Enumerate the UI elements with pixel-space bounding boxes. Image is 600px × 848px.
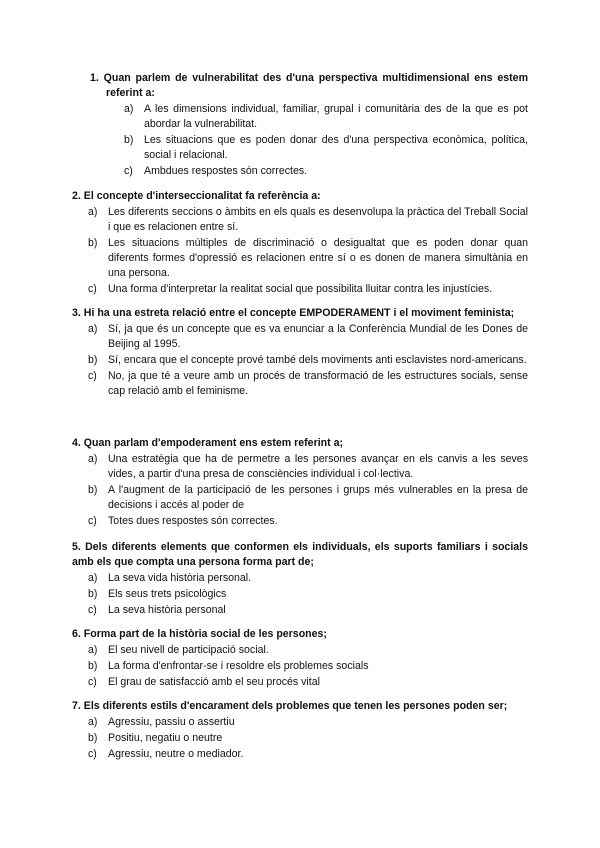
question-4	[72, 436, 528, 530]
question-2	[72, 189, 528, 298]
option-text: Una forma d'interpretar la realitat social que possibilita lluitar contra les injustícies.	[108, 283, 493, 295]
option-b	[72, 133, 528, 163]
option-text: No, ja que té a veure amb un procés de transformació de les estructures socials, sense cap relació amb el feminisme.	[108, 370, 528, 397]
option-letter: b)	[88, 484, 98, 496]
option-letter: a)	[88, 572, 98, 584]
option-list	[72, 205, 528, 297]
question-text: Quan parlem de vulnerabilitat des d'una perspectiva multidimensional ens estem referint a:	[103, 72, 528, 99]
option-b	[72, 587, 528, 602]
question-number: 7.	[72, 700, 81, 712]
option-c	[72, 369, 528, 399]
option-text: A l'augment de la participació de les persones i grups més vulnerables en la presa de decisions i accés al poder de	[108, 484, 528, 511]
question-text: Quan parlam d'empoderament ens estem referint a;	[83, 437, 343, 449]
option-letter: b)	[124, 134, 134, 146]
option-letter: a)	[88, 644, 98, 656]
question-1	[72, 71, 528, 180]
question-3	[72, 306, 528, 400]
question-title	[72, 540, 528, 570]
option-list	[72, 452, 528, 529]
option-letter: b)	[88, 354, 98, 366]
option-text: Totes dues respostes són correctes.	[108, 515, 278, 527]
option-c	[72, 603, 528, 618]
option-text: La seva vida història personal.	[108, 572, 252, 584]
question-title	[72, 699, 528, 714]
option-letter: c)	[88, 604, 97, 616]
option-text: Positiu, negatiu o neutre	[108, 732, 223, 744]
question-title	[72, 71, 528, 101]
option-text: El seu nivell de participació social.	[108, 644, 269, 656]
option-letter: a)	[124, 103, 134, 115]
question-7	[72, 699, 528, 763]
question-number: 5.	[72, 541, 81, 553]
option-letter: a)	[88, 323, 98, 335]
option-c	[72, 164, 528, 179]
question-number: 2.	[72, 190, 81, 202]
question-6	[72, 627, 528, 691]
option-letter: b)	[88, 237, 98, 249]
option-c	[72, 747, 528, 762]
option-a	[72, 571, 528, 586]
question-text: Els diferents estils d'encarament dels problemes que tenen les persones poden ser;	[83, 700, 508, 712]
option-a	[72, 205, 528, 235]
option-text: Agressiu, neutre o mediador.	[108, 748, 244, 760]
option-c	[72, 514, 528, 529]
option-c	[72, 675, 528, 690]
question-5	[72, 540, 528, 619]
option-text: Sí, ja que és un concepte que es va enunciar a la Conferència Mundial de les Dones de Beijing al 1995.	[108, 323, 528, 350]
option-letter: c)	[124, 165, 133, 177]
option-letter: a)	[88, 206, 98, 218]
option-letter: b)	[88, 588, 98, 600]
question-text: Dels diferents elements que conformen els individuals, els suports familiars i socials amb els que compta una persona forma part de;	[72, 541, 528, 568]
question-text: Forma part de la història social de les persones;	[83, 628, 327, 640]
option-a	[72, 643, 528, 658]
option-list	[72, 643, 528, 690]
option-list	[72, 102, 528, 179]
option-c	[72, 282, 528, 297]
option-text: A les dimensions individual, familiar, grupal i comunitària des de la que es pot abordar la vulnerabilitat.	[144, 103, 528, 130]
question-number: 1.	[90, 72, 99, 84]
option-letter: c)	[88, 515, 97, 527]
question-title	[72, 306, 528, 321]
option-letter: b)	[88, 660, 98, 672]
question-text: Hi ha una estreta relació entre el concepte EMPODERAMENT i el moviment feminista;	[83, 307, 515, 319]
option-letter: c)	[88, 676, 97, 688]
option-text: La forma d'enfrontar-se i resoldre els problemes socials	[108, 660, 369, 672]
option-letter: a)	[88, 716, 98, 728]
option-list	[72, 715, 528, 762]
option-b	[72, 483, 528, 513]
question-number: 6.	[72, 628, 81, 640]
option-text: Els seus trets psicològics	[108, 588, 227, 600]
question-title	[72, 436, 528, 451]
option-letter: b)	[88, 732, 98, 744]
option-letter: c)	[88, 370, 97, 382]
option-letter: c)	[88, 283, 97, 295]
option-b	[72, 353, 528, 368]
option-text: Ambdues respostes són correctes.	[144, 165, 308, 177]
option-b	[72, 731, 528, 746]
option-text: Les diferents seccions o àmbits en els quals es desenvolupa la pràctica del Treball Social i que es relacionen entre sí.	[108, 206, 528, 233]
option-text: Les situacions que es poden donar des d'una perspectiva econòmica, política, social i relacional.	[144, 134, 528, 161]
option-a	[72, 452, 528, 482]
option-a	[72, 102, 528, 132]
question-title	[72, 627, 528, 642]
option-text: Les situacions múltiples de discriminació o desigualtat que es poden donar quan diferents formes d'opressió es relacionen entre sí o es donen de manera simultània en una persona.	[108, 237, 528, 279]
option-list	[72, 322, 528, 399]
option-text: Sí, encara que el concepte prové també dels moviments anti esclavistes nord-americans.	[108, 354, 527, 366]
option-text: El grau de satisfacció amb el seu procés vital	[108, 676, 320, 688]
option-text: La seva història personal	[108, 604, 226, 616]
question-number: 4.	[72, 437, 81, 449]
question-title	[72, 189, 528, 204]
option-text: Una estratègia que ha de permetre a les persones avançar en els canvis a les seves vides, a partir d'una presa de consciències individual i col·lectiva.	[108, 453, 528, 480]
option-list	[72, 571, 528, 618]
option-a	[72, 322, 528, 352]
option-letter: c)	[88, 748, 97, 760]
option-b	[72, 659, 528, 674]
question-number: 3.	[72, 307, 81, 319]
option-text: Agressiu, passiu o assertiu	[108, 716, 235, 728]
option-b	[72, 236, 528, 281]
question-text: El concepte d'interseccionalitat fa referència a:	[83, 190, 321, 202]
option-a	[72, 715, 528, 730]
option-letter: a)	[88, 453, 98, 465]
